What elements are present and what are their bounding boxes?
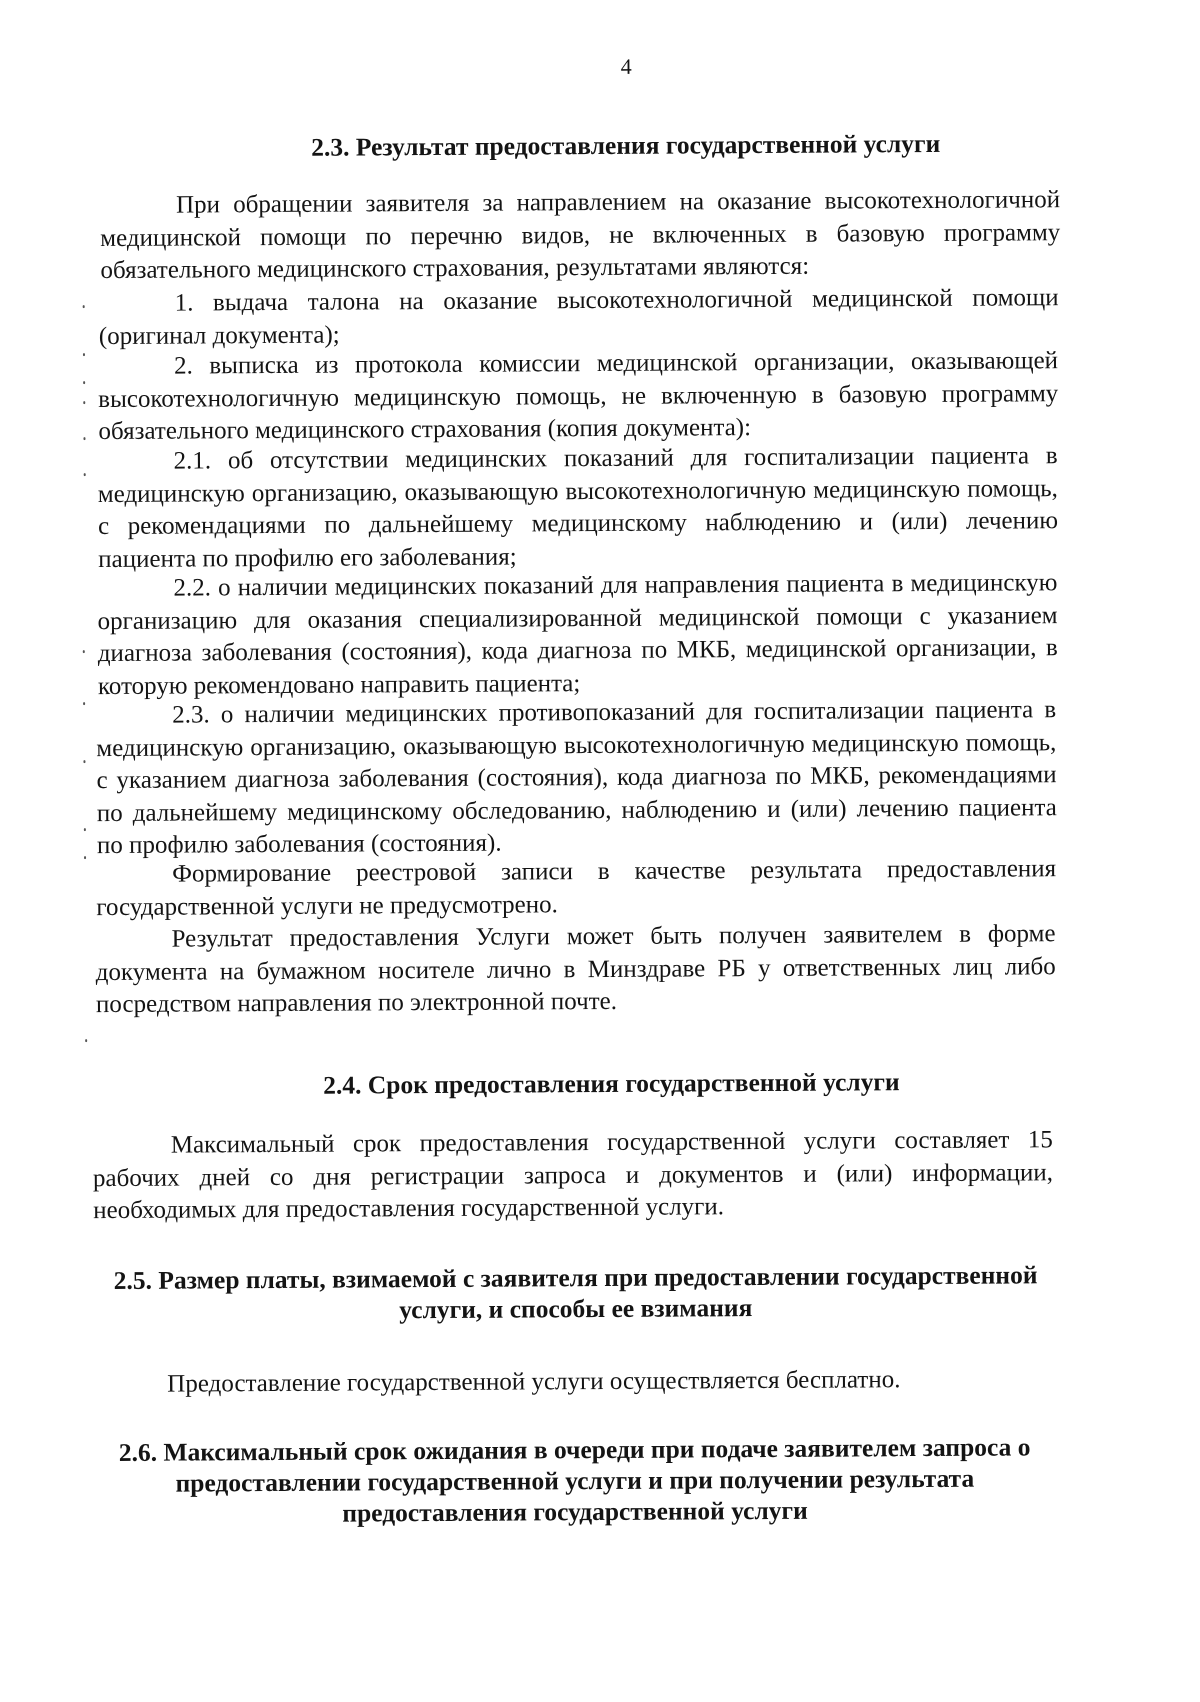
scan-speck [84,828,86,831]
section-2-3-item-2: 2. выписка из протокола комиссии медицинской организации, оказывающей высокотехнологичную медицинскую помощь, не включенную в базовую программу обязательного медицинского страхования (копия документа): [98,347,1059,446]
scan-speck [83,437,85,440]
section-2-3-registry: Формирование реестровой записи в качестве результата предоставления государственной услуги не предусмотрено. [96,855,1057,921]
section-2-4-text: Максимальный срок предоставления государственной услуги составляет 15 рабочих дней со дня регистрации запроса и документов и (или) информации, необходимых для предоставления государственной услуги. [92,1126,1054,1225]
section-2-5-text: Предоставление государственной услуги осуществляется бесплатно. [167,1366,901,1398]
scan-speck [83,401,85,404]
scan-speck [83,381,85,384]
section-2-3-intro: При обращении заявителя за направлением на оказание высокотехнологичной медицинской помощи по перечню видов, не включенных в базовую программу обязательного медицинского страхования, результатами являются: [100,186,1061,285]
section-2-3-item-1: 1. выдача талона на оказание высокотехнологичной медицинской помощи (оригинал документа); [98,284,1059,350]
scan-speck [83,650,85,653]
scan-speck [85,1039,87,1042]
section-2-3-delivery: Результат предоставления Услуги может быть получен заявителем в форме документа на бумажном носителе лично в Минздраве РБ у ответственных лиц либо посредством направления по электронной почте. [95,920,1056,1019]
section-2-4-heading: 2.4. Срок предоставления государственной услуги [323,1067,900,1100]
page-number: 4 [620,53,632,79]
section-2-3-item-2-3: 2.3. о наличии медицинских противопоказаний для госпитализации пациента в медицинскую организацию, оказывающую высокотехнологичную медицинскую помощь, с указанием диагноза заболевания (состояния), кода диагноза по МКБ, рекомендациями по дальнейшему медицинскому обследованию, наблюдению и (или) лечению пациента по профилю заболевания (состояния). [96,696,1057,860]
section-2-5-heading: 2.5. Размер платы, взимаемой с заявителя при предоставлении государственной услуги, и способы ее взимания [113,1260,1038,1325]
scan-speck [83,305,85,308]
section-2-3-item-2-2: 2.2. о наличии медицинских показаний для направления пациента в медицинскую организацию для оказания специализированной медицинской помощи с указанием диагноза заболевания (состояния), кода диагноза по МКБ, медицинской организации, в которую рекомендовано направить пациента; [97,569,1058,700]
scan-speck [84,473,86,476]
section-2-6-heading: 2.6. Максимальный срок ожидания в очереди при подаче заявителем запроса о предоставлении государственной услуги и при получении результата предоставления государственной услуги [118,1432,1031,1528]
scan-speck [83,760,85,763]
section-2-3-heading: 2.3. Результат предоставления государственной услуги [311,128,941,162]
section-2-3-item-2-1: 2.1. об отсутствии медицинских показаний для госпитализации пациента в медицинскую организацию, оказывающую высокотехнологичную медицинскую помощь, с рекомендациями по дальнейшему медицинскому наблюдению и (или) лечению пациента по профилю его заболевания; [97,442,1059,573]
scan-speck [83,702,85,705]
scan-speck [84,856,86,859]
scan-speck [83,353,85,356]
